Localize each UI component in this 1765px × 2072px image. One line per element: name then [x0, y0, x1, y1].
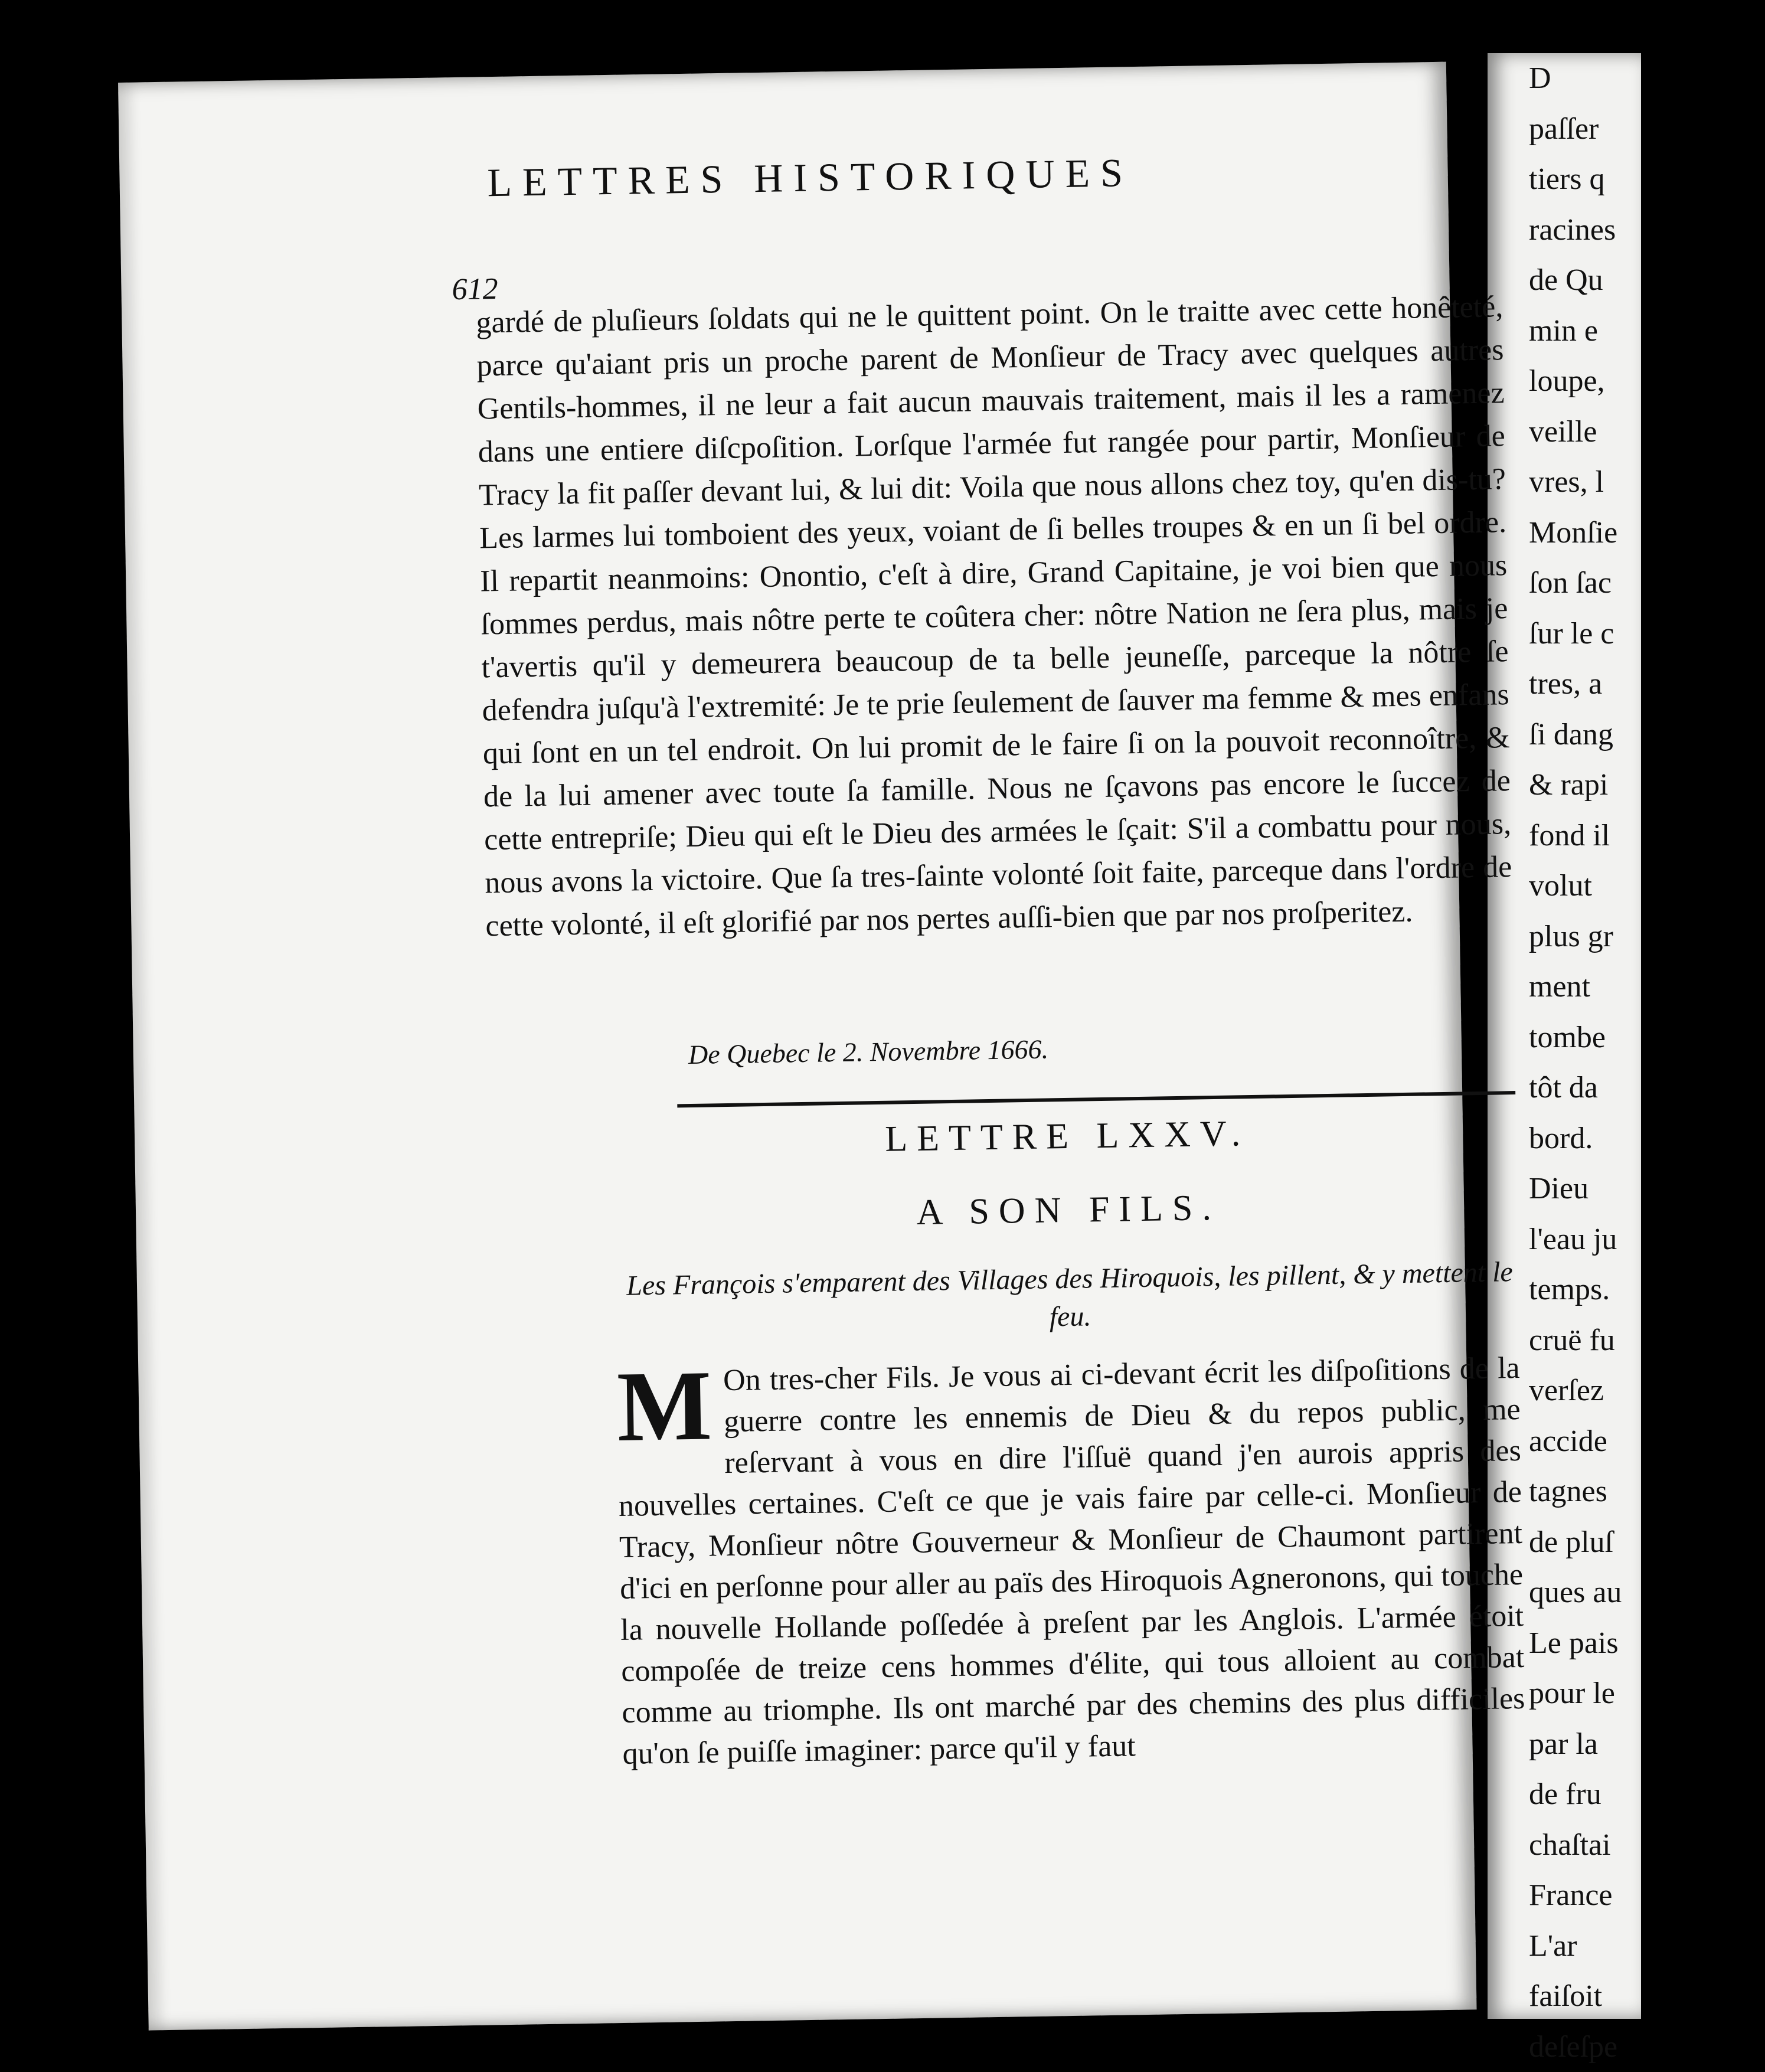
facing-page-line: France: [1529, 1870, 1765, 1921]
facing-page-line: tombe: [1529, 1012, 1765, 1063]
facing-page-line: paſſer: [1529, 104, 1765, 155]
date-line: De Quebec le 2. Novembre 1666.: [688, 1033, 1049, 1070]
facing-page-line: tagnes: [1529, 1466, 1765, 1517]
book-page: [118, 62, 1477, 2031]
facing-page-line: chaſtai: [1529, 1820, 1765, 1871]
facing-page-line: min e: [1529, 306, 1765, 357]
facing-page-line: Le pais: [1529, 1618, 1765, 1669]
letter-summary: Les François s'emparent des Villages des Hiroquois, les pillent, & y mettent le feu.: [621, 1253, 1519, 1343]
facing-page-line: ſon ſac: [1529, 558, 1765, 609]
facing-page-line: bord.: [1529, 1113, 1765, 1164]
facing-page-line: & rapi: [1529, 760, 1765, 811]
facing-page-line: faiſoit: [1529, 1971, 1765, 2022]
facing-page-line: ſur le c: [1529, 609, 1765, 659]
facing-page-line: l'eau ju: [1529, 1214, 1765, 1265]
letter-body: [616, 1348, 1526, 1775]
facing-page-line: deſeſpe: [1529, 2022, 1765, 2072]
facing-page-text: [1529, 53, 1765, 2072]
facing-page-line: vres, l: [1529, 457, 1765, 508]
letter-continuation-text: gardé de pluſieurs ſoldats qui ne le quittent point. On le traitte avec cette honêteté, parce qu'aiant pris un proche parent de Monſieur de Tracy avec quelques autres Gentils-hommes, il ne leur a fait aucun mauvais traitement, mais il les a ramenez dans une entiere diſcpoſition. Lorſque l'armée fut rangée pour partir, Monſieur de Tracy la fit paſſer devant lui, & lui dit: Voila que nous allons chez toy, qu'en dis-tu? Les larmes lui tomboient des yeux, voiant de ſi belles troupes & en un ſi bel ordre. Il repartit neanmoins: Onontio, c'eſt à dire, Grand Capitaine, je voi bien que nous ſommes perdus, mais nôtre perte te coûtera cher: nôtre Nation ne ſera plus, mais je t'avertis qu'il y demeurera beaucoup de ta belle jeuneſſe, parceque la nôtre ſe defendra juſqu'à l'extremité: Je te prie ſeulement de ſauver ma femme & mes enfans qui ſont en un tel endroit. On lui promit de le faire ſi on la pouvoit reconnoître, & de la lui amener avec toute ſa famille. Nous ne ſçavons pas encore le ſuccez de cette entrepriſe; Dieu qui eſt le Dieu des armées le ſçait: S'il a combattu pour nous, nous avons la victoire. Que ſa tres-ſainte volonté ſoit faite, parceque dans l'ordre de cette volonté, il eſt glorifié par nos pertes auſſi-bien que par nos proſperitez.: [476, 285, 1513, 947]
letter-title: LETTRE LXXV.: [619, 1109, 1516, 1165]
facing-page-line: cruë fu: [1529, 1315, 1765, 1366]
facing-page-line: de Qu: [1529, 255, 1765, 306]
facing-page-line: tres, a: [1529, 659, 1765, 710]
facing-page-line: ques au: [1529, 1567, 1765, 1618]
facing-page-line: D: [1529, 53, 1765, 104]
facing-page-line: Monſie: [1529, 508, 1765, 558]
facing-page-line: de pluſ: [1529, 1517, 1765, 1568]
addressee: A SON FILS.: [620, 1182, 1518, 1238]
facing-page-line: ment: [1529, 962, 1765, 1012]
section-rule: [677, 1091, 1515, 1107]
facing-page-line: par la: [1529, 1719, 1765, 1770]
facing-page-line: Dieu: [1529, 1164, 1765, 1214]
facing-page-line: tiers q: [1529, 154, 1765, 205]
facing-page-line: temps.: [1529, 1264, 1765, 1315]
facing-page-line: volut: [1529, 861, 1765, 911]
facing-page-line: accide: [1529, 1416, 1765, 1467]
facing-page-line: veille: [1529, 407, 1765, 457]
facing-page-line: loupe,: [1529, 356, 1765, 407]
facing-page-line: plus gr: [1529, 911, 1765, 962]
facing-page-line: pour le: [1529, 1668, 1765, 1719]
page-number: 612: [452, 272, 498, 307]
facing-page-line: ſi dang: [1529, 710, 1765, 760]
running-head: LETTRES HISTORIQUES: [426, 148, 1194, 207]
letter-body-text: On tres-cher Fils. Je vous ai ci-devant écrit les diſpoſitions de la guerre contre les ennemis de Dieu & du repos public, me reſervant à vous en dire l'iſſuë quand j'en aurois appris des nouvelles certaines. C'eſt ce que je vais faire par celle-ci. Monſieur de Tracy, Monſieur nôtre Gouverneur & Monſieur de Chaumont partirent d'ici en perſonne pour aller au païs des Hiroquois Agneronons, qui touche la nouvelle Hollande poſſedée à preſent par les Anglois. L'armée étoit compoſée de treize cens hommes d'élite, qui tous alloient au combat comme au triomphe. Ils ont marché par des chemins des plus difficiles qu'on ſe puiſſe imaginer: parce qu'il y faut: [619, 1351, 1525, 1771]
drop-cap: M: [616, 1364, 712, 1448]
facing-page-line: tôt da: [1529, 1063, 1765, 1113]
facing-page-line: fond il: [1529, 811, 1765, 861]
facing-page-line: L'ar: [1529, 1921, 1765, 1972]
facing-page-line: racines: [1529, 205, 1765, 256]
facing-page-line: verſez: [1529, 1365, 1765, 1416]
facing-page-line: de fru: [1529, 1769, 1765, 1820]
